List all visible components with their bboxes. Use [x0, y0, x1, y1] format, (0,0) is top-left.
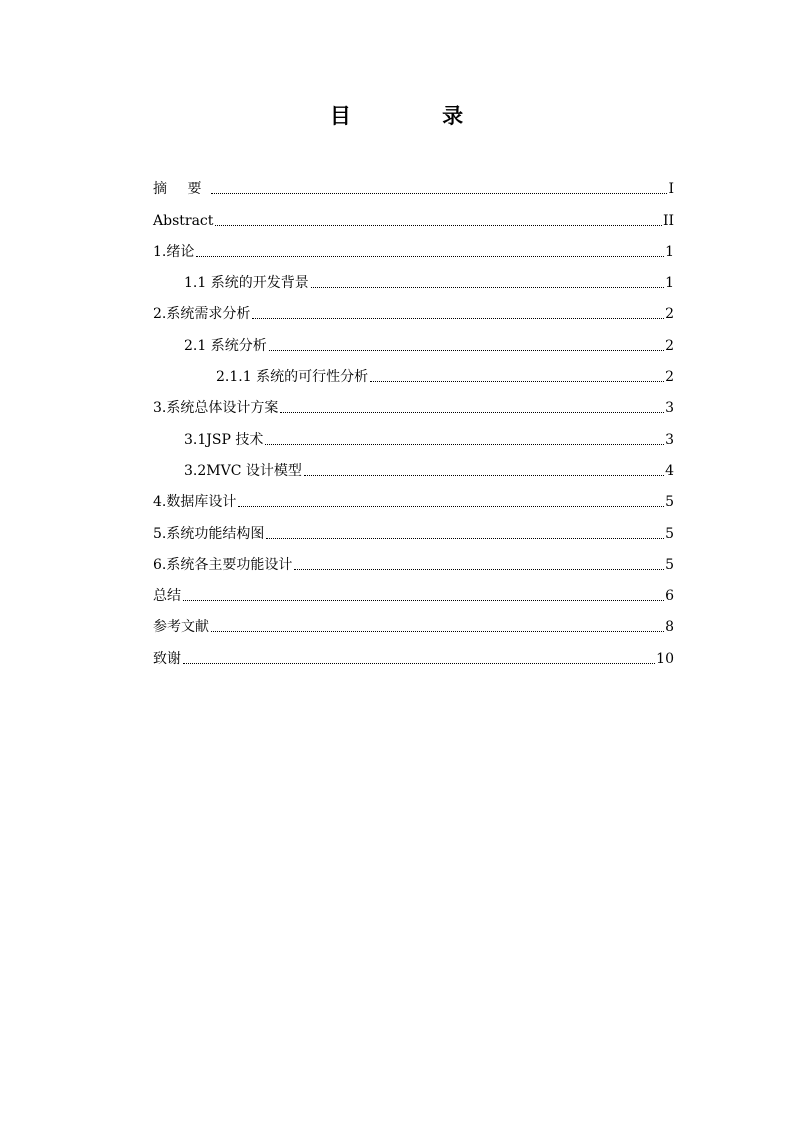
toc-page-number: 3 [665, 400, 674, 417]
toc-entry-references[interactable] [153, 609, 674, 640]
toc-entry-label: 1.1 系统的开发背景 [184, 275, 309, 292]
page-title: 目 录 [329, 104, 506, 128]
toc-entry-section-2-1-1[interactable] [153, 359, 674, 390]
toc-entry-section-3-1[interactable] [153, 421, 674, 452]
toc-entry-label: Abstract [153, 212, 214, 229]
toc-dot-leader [294, 569, 664, 570]
toc-page-number: 10 [656, 650, 674, 667]
toc-dot-leader [370, 381, 664, 382]
toc-dot-leader [183, 663, 655, 664]
toc-entry-label: 致谢 [153, 650, 181, 667]
toc-entry-label: 总结 [153, 588, 181, 605]
toc-entry-label: 2.1.1 系统的可行性分析 [216, 369, 369, 386]
toc-dot-leader [215, 225, 662, 226]
toc-entry-chapter-1[interactable] [153, 234, 674, 265]
toc-dot-leader [265, 444, 664, 445]
toc-entry-label: 4.数据库设计 [153, 494, 237, 511]
toc-page-number: 8 [665, 619, 674, 636]
toc-entry-label: 3.系统总体设计方案 [153, 400, 279, 417]
toc-dot-leader [211, 631, 664, 632]
toc-entry-label: 参考文献 [153, 619, 209, 636]
toc-dot-leader [266, 538, 664, 539]
toc-page-number: 1 [665, 275, 674, 292]
toc-entry-section-2-1[interactable] [153, 327, 674, 358]
toc-page-number: 4 [665, 462, 674, 479]
toc-dot-leader [252, 318, 664, 319]
toc-entry-chapter-6[interactable] [153, 547, 674, 578]
toc-entry-chapter-5[interactable] [153, 515, 674, 546]
toc-dot-leader [196, 256, 664, 257]
toc-page-number: 2 [665, 337, 674, 354]
toc-page-number: 1 [665, 243, 674, 260]
toc-dot-leader [311, 287, 664, 288]
toc-entry-label: 1.绪论 [153, 243, 195, 260]
toc-entry-abstract-cn[interactable] [153, 171, 674, 202]
toc-entry-abstract-en[interactable] [153, 202, 674, 233]
toc-page-number: I [668, 181, 674, 198]
toc-page-number: 2 [665, 306, 674, 323]
toc-entry-label: 3.2MVC 设计模型 [184, 462, 302, 479]
toc-entry-acknowledgements[interactable] [153, 640, 674, 671]
toc-page-number: 5 [665, 556, 674, 573]
toc-page-number: 5 [665, 525, 674, 542]
toc-entry-section-3-2[interactable] [153, 453, 674, 484]
toc-dot-leader [183, 600, 664, 601]
toc-entry-label: 摘 要 [153, 181, 210, 198]
toc-entry-label: 5.系统功能结构图 [153, 525, 265, 542]
toc-entry-label: 3.1JSP 技术 [184, 431, 264, 448]
toc-entry-chapter-4[interactable] [153, 484, 674, 515]
toc-entry-label: 2.1 系统分析 [184, 337, 267, 354]
toc-entry-chapter-2[interactable] [153, 296, 674, 327]
toc-dot-leader [211, 193, 667, 194]
toc-dot-leader [280, 412, 664, 413]
toc-entry-conclusion[interactable] [153, 578, 674, 609]
toc-dot-leader [304, 475, 664, 476]
toc-entry-chapter-3[interactable] [153, 390, 674, 421]
toc-page-number: 2 [665, 369, 674, 386]
toc-dot-leader [238, 506, 664, 507]
toc-dot-leader [269, 350, 664, 351]
toc-page-number: 3 [665, 431, 674, 448]
toc-page-number: 5 [665, 494, 674, 511]
table-of-contents [153, 171, 674, 672]
toc-entry-section-1-1[interactable] [153, 265, 674, 296]
toc-page-number: II [662, 212, 674, 229]
toc-page-number: 6 [665, 588, 674, 605]
toc-entry-label: 2.系统需求分析 [153, 306, 251, 323]
toc-entry-label: 6.系统各主要功能设计 [153, 556, 293, 573]
